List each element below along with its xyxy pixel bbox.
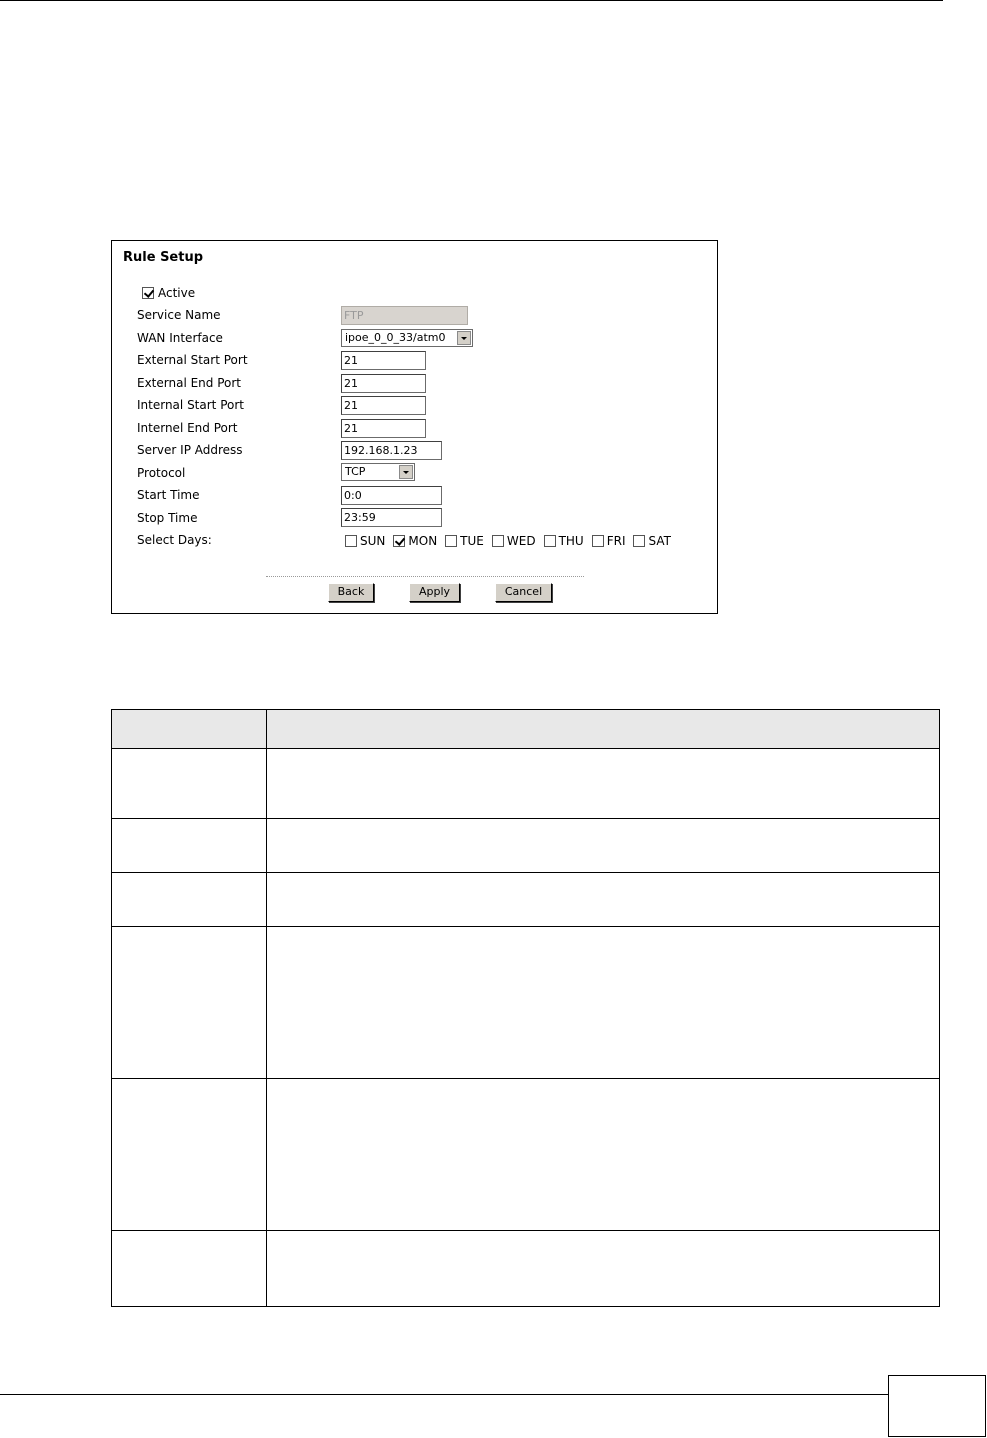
day-tue[interactable] bbox=[445, 534, 484, 548]
external-start-port-input[interactable]: 21 bbox=[341, 351, 426, 370]
day-mon-checkbox[interactable] bbox=[393, 535, 405, 547]
internal-end-port-label: Internel End Port bbox=[137, 421, 238, 435]
server-ip-label: Server IP Address bbox=[137, 443, 243, 457]
apply-button[interactable]: Apply bbox=[409, 583, 460, 602]
chevron-down-icon[interactable] bbox=[457, 331, 471, 345]
day-sat-label: SAT bbox=[648, 534, 671, 548]
description-table bbox=[111, 709, 940, 1307]
active-label: Active bbox=[158, 286, 196, 300]
internal-start-port-label: Internal Start Port bbox=[137, 398, 244, 412]
panel-title: Rule Setup bbox=[123, 250, 204, 265]
table-cell bbox=[112, 1079, 267, 1231]
day-sat-checkbox[interactable] bbox=[633, 535, 645, 547]
day-wed-checkbox[interactable] bbox=[492, 535, 504, 547]
table-header-cell bbox=[267, 710, 940, 749]
table-cell bbox=[267, 1079, 940, 1231]
cancel-button[interactable]: Cancel bbox=[495, 583, 552, 602]
table-row bbox=[112, 1079, 940, 1231]
external-end-port-label: External End Port bbox=[137, 376, 242, 390]
active-checkbox[interactable] bbox=[142, 287, 154, 299]
table-cell bbox=[267, 1231, 940, 1307]
internal-start-port-input[interactable]: 21 bbox=[341, 396, 426, 415]
service-name-label: Service Name bbox=[137, 308, 221, 322]
day-sun-label: SUN bbox=[360, 534, 386, 548]
day-wed-label: WED bbox=[506, 534, 536, 548]
day-fri-checkbox[interactable] bbox=[592, 535, 604, 547]
table-cell bbox=[267, 819, 940, 873]
table-cell bbox=[112, 1231, 267, 1307]
back-button[interactable]: Back bbox=[328, 583, 374, 602]
stop-time-label: Stop Time bbox=[137, 511, 198, 525]
days-group bbox=[345, 534, 679, 548]
button-separator bbox=[266, 576, 584, 577]
server-ip-input[interactable]: 192.168.1.23 bbox=[341, 441, 442, 460]
page-number-box bbox=[888, 1375, 986, 1437]
chevron-down-icon[interactable] bbox=[399, 465, 413, 479]
table-cell bbox=[267, 927, 940, 1079]
day-sun-checkbox[interactable] bbox=[345, 535, 357, 547]
stop-time-input[interactable]: 23:59 bbox=[341, 508, 442, 527]
table-cell bbox=[112, 927, 267, 1079]
select-days-label: Select Days: bbox=[137, 533, 212, 547]
day-fri-label: FRI bbox=[606, 534, 626, 548]
day-thu[interactable] bbox=[544, 534, 584, 548]
protocol-value: TCP bbox=[345, 465, 366, 478]
table-row bbox=[112, 927, 940, 1079]
table-row bbox=[112, 749, 940, 819]
start-time-label: Start Time bbox=[137, 488, 200, 502]
protocol-label: Protocol bbox=[137, 466, 186, 480]
table-cell bbox=[112, 873, 267, 927]
day-sun[interactable] bbox=[345, 534, 385, 548]
table-row bbox=[112, 1231, 940, 1307]
table-header-row bbox=[112, 710, 940, 749]
table-cell bbox=[267, 749, 940, 819]
wan-interface-select[interactable] bbox=[341, 329, 473, 347]
day-mon[interactable] bbox=[393, 534, 437, 548]
external-start-port-label: External Start Port bbox=[137, 353, 248, 367]
day-fri[interactable] bbox=[592, 534, 626, 548]
active-row bbox=[142, 286, 195, 300]
internal-end-port-input[interactable]: 21 bbox=[341, 419, 426, 438]
table-row bbox=[112, 873, 940, 927]
rule-setup-panel bbox=[111, 240, 718, 614]
day-wed[interactable] bbox=[492, 534, 536, 548]
table-header-cell bbox=[112, 710, 267, 749]
wan-interface-value: ipoe_0_0_33/atm0 bbox=[345, 331, 446, 344]
day-tue-label: TUE bbox=[460, 534, 484, 548]
day-thu-label: THU bbox=[558, 534, 584, 548]
service-name-field: FTP bbox=[341, 306, 468, 325]
table-cell bbox=[112, 749, 267, 819]
day-tue-checkbox[interactable] bbox=[445, 535, 457, 547]
table-cell bbox=[112, 819, 267, 873]
day-mon-label: MON bbox=[408, 534, 438, 548]
table-row bbox=[112, 819, 940, 873]
day-thu-checkbox[interactable] bbox=[544, 535, 556, 547]
day-sat[interactable] bbox=[633, 534, 670, 548]
page-bottom-rule bbox=[0, 1394, 888, 1395]
wan-interface-label: WAN Interface bbox=[137, 331, 223, 345]
start-time-input[interactable]: 0:0 bbox=[341, 486, 442, 505]
page-top-rule bbox=[0, 0, 943, 1]
protocol-select[interactable] bbox=[341, 463, 415, 481]
table-cell bbox=[267, 873, 940, 927]
external-end-port-input[interactable]: 21 bbox=[341, 374, 426, 393]
